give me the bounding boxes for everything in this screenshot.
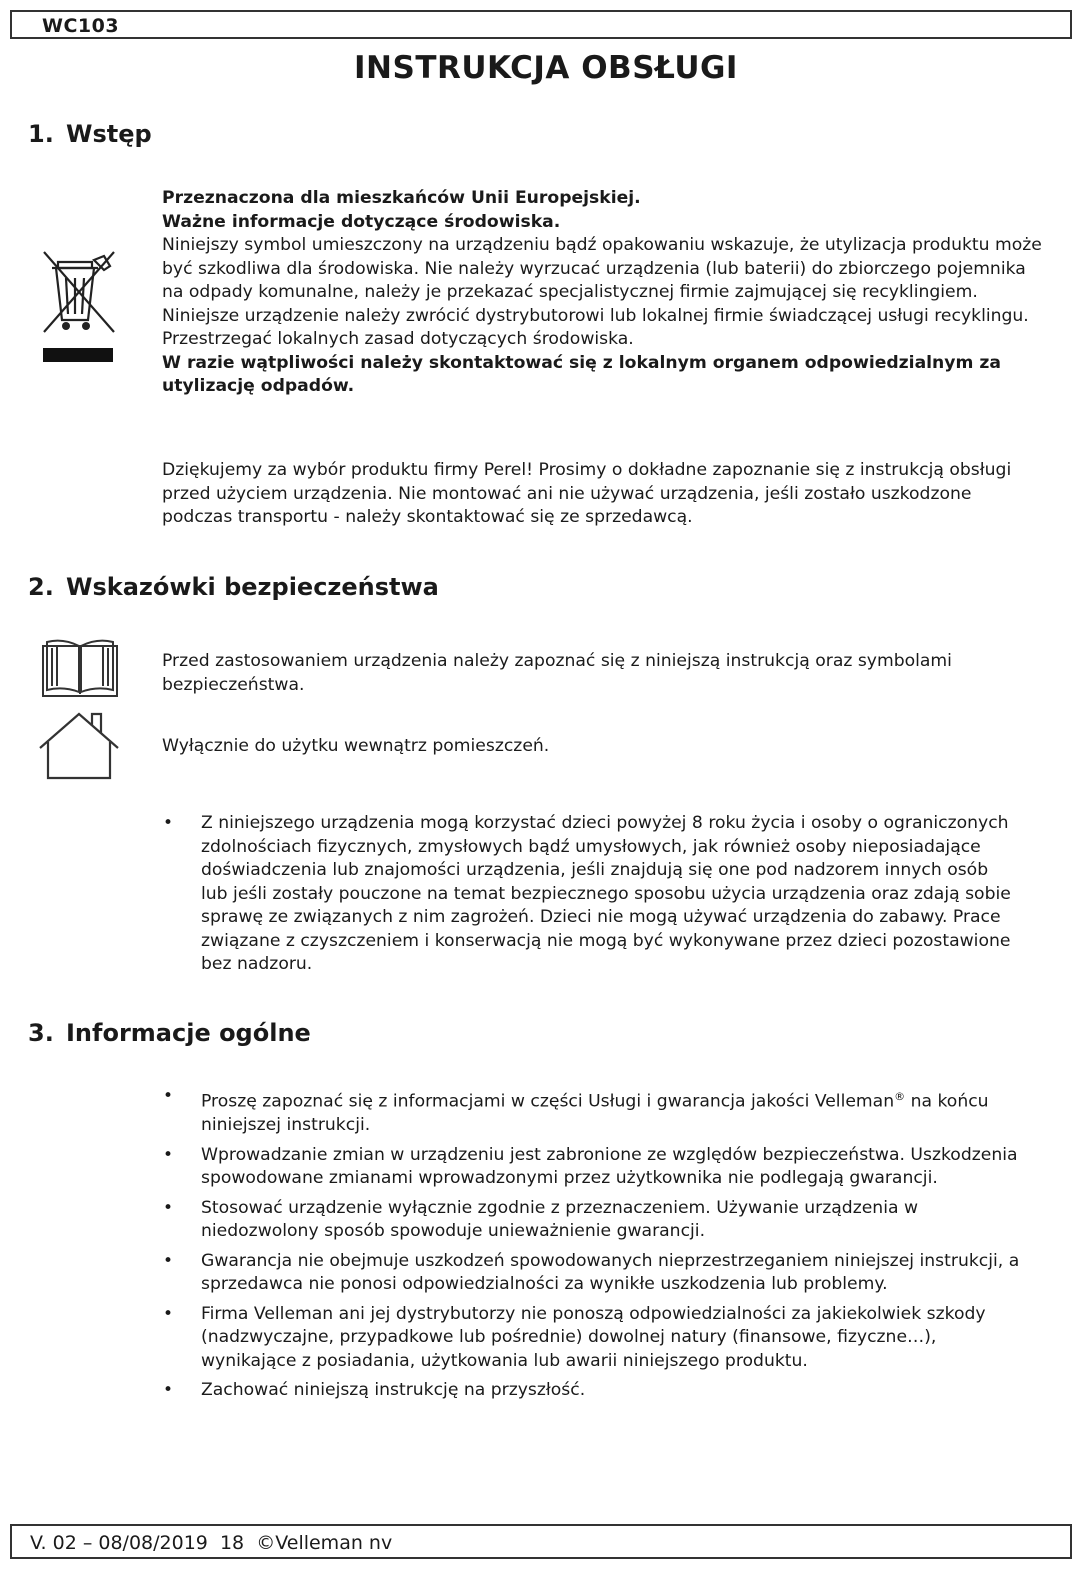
footer-box <box>10 1524 1072 1559</box>
list-item <box>160 1085 1020 1138</box>
model-code: WC103 <box>42 15 120 37</box>
bullet-text: Stosować urządzenie wyłącznie zgodnie z przeznaczeniem. Używanie urządzenia w niedozwolony sposób spowoduje unieważnienie gwarancji. <box>201 1197 919 1242</box>
house-icon <box>38 710 120 782</box>
manual-safety-text <box>162 650 1042 697</box>
list-item <box>160 1250 1020 1297</box>
weee-crossed-bin-icon <box>36 248 120 366</box>
registered-mark: ® <box>894 1090 906 1103</box>
bullet-text: Z niniejszego urządzenia mogą korzystać dzieci powyżej 8 roku życia i osoby o ograniczonych zdolnościach fizycznych, zmysłowych bądź umysłowych, jak również osoby nieposiadające doświadczenia lub znajomości urządzenia, jeśli znajdują się one pod nadzorem innych osób lub jeśli zostały pouczone na temat bezpiecznego sposobu użycia urządzenia oraz zdają sobie sprawę ze związanych z nim zagrożeń. Dzieci nie mogą używać urządzenia do zabawy. Prace związane z czyszczeniem i konserwacją nie mogą być wykonywane przez dzieci pozostawione bez nadzoru. <box>201 813 1011 974</box>
bullet-icon: • <box>163 1197 174 1218</box>
bullet-icon: • <box>163 1144 174 1165</box>
section-3-heading <box>28 1019 311 1047</box>
section-1-title: Wstęp <box>66 120 152 148</box>
bullet-text-tail: na końcu niniejszej instrukcji. <box>201 1091 989 1136</box>
thank-you-paragraph <box>162 459 1042 530</box>
bullet-text: Zachować niniejszą instrukcję na przyszłość. <box>201 1380 586 1401</box>
bullet-icon: • <box>163 1086 174 1106</box>
section-1-heading <box>28 120 152 148</box>
section-3-number: 3. <box>28 1019 54 1047</box>
open-book-icon <box>40 636 120 698</box>
environment-heading: Ważne informacje dotyczące środowiska. <box>162 211 561 232</box>
list-item <box>160 1144 1020 1191</box>
bullet-text: Gwarancja nie obejmuje uszkodzeń spowodowanych nieprzestrzeganiem niniejszej instrukcji, a sprzedawca nie ponosi odpowiedzialności za wynikłe uszkodzenia lub problemy. <box>201 1250 1020 1295</box>
section-2-number: 2. <box>28 573 54 601</box>
bullet-text: Firma Velleman ani jej dystrybutorzy nie ponoszą odpowiedzialności za jakiekolwiek szkody (nadzwyczajne, przypadkowe lub pośrednie) dowolnej natury (finansowe, fizyczne…), wynikające z posiadania, użytkowania lub awarii niniejszego produktu. <box>201 1303 986 1371</box>
eu-residents-note: Przeznaczona dla mieszkańców Unii Europejskiej. <box>162 188 641 208</box>
section-1-text <box>162 187 1042 399</box>
section-1-number: 1. <box>28 120 54 148</box>
bullet-icon: • <box>163 1250 174 1271</box>
section-3-bullets <box>160 1085 1020 1409</box>
weee-body: Niniejszy symbol umieszczony na urządzeniu bądź opakowaniu wskazuje, że utylizacja produktu może być szkodliwa dla środowiska. Nie należy wyrzucać urządzenia (lub baterii) do zbiorczego pojemnika na odpady komunalne, należy je przekazać specjalistycznej firmie zajmującej się recyklingiem. Niniejsze urządzenie należy zwrócić dystrybutorowi lub lokalnej firmie świadczącej usługi recyklingu. Przestrzegać lokalnych zasad dotyczących środowiska. <box>162 235 1042 349</box>
thank-you-text: Dziękujemy za wybór produktu firmy Perel! Prosimy o dokładne zapoznanie się z instrukcją obsługi przed użyciem urządzenia. Nie montować ani nie używać urządzenia, jeśli zostało uszkodzone podczas transportu - należy skontaktować się ze sprzedawcą. <box>162 460 1012 527</box>
footer-version-page: V. 02 – 08/08/2019 18 ©Velleman nv <box>30 1532 393 1554</box>
section-2-bullets <box>160 812 1020 977</box>
bullet-icon: • <box>163 1380 174 1401</box>
section-2-title: Wskazówki bezpieczeństwa <box>66 573 439 601</box>
list-item <box>160 1303 1020 1374</box>
bullet-text: Wprowadzanie zmian w urządzeniu jest zabronione ze względów bezpieczeństwa. Uszkodzenia spowodowane zmianami wprowadzonymi przez użytkownika nie podlegają gwarancji. <box>201 1144 1018 1189</box>
disposal-contact-note: W razie wątpliwości należy skontaktować się z lokalnym organem odpowiedzialnym za utylizację odpadów. <box>162 352 1001 396</box>
indoor-use-text <box>162 735 1042 759</box>
bullet-icon: • <box>163 1303 174 1324</box>
section-3-title: Informacje ogólne <box>66 1019 311 1047</box>
header-box <box>10 10 1072 39</box>
manual-safety-sentence: Przed zastosowaniem urządzenia należy zapoznać się z niniejszą instrukcją oraz symbolami bezpieczeństwa. <box>162 651 952 695</box>
list-item <box>160 1197 1020 1244</box>
list-item <box>160 812 1020 977</box>
list-item <box>160 1379 1020 1403</box>
section-2-heading <box>28 573 439 601</box>
bullet-icon: • <box>163 813 174 833</box>
page-title: INSTRUKCJA OBSŁUGI <box>354 50 738 86</box>
indoor-use-sentence: Wyłącznie do użytku wewnątrz pomieszczeń. <box>162 736 550 756</box>
bullet-text: Proszę zapoznać się z informacjami w części Usługi i gwarancja jakości Velleman <box>201 1091 895 1112</box>
